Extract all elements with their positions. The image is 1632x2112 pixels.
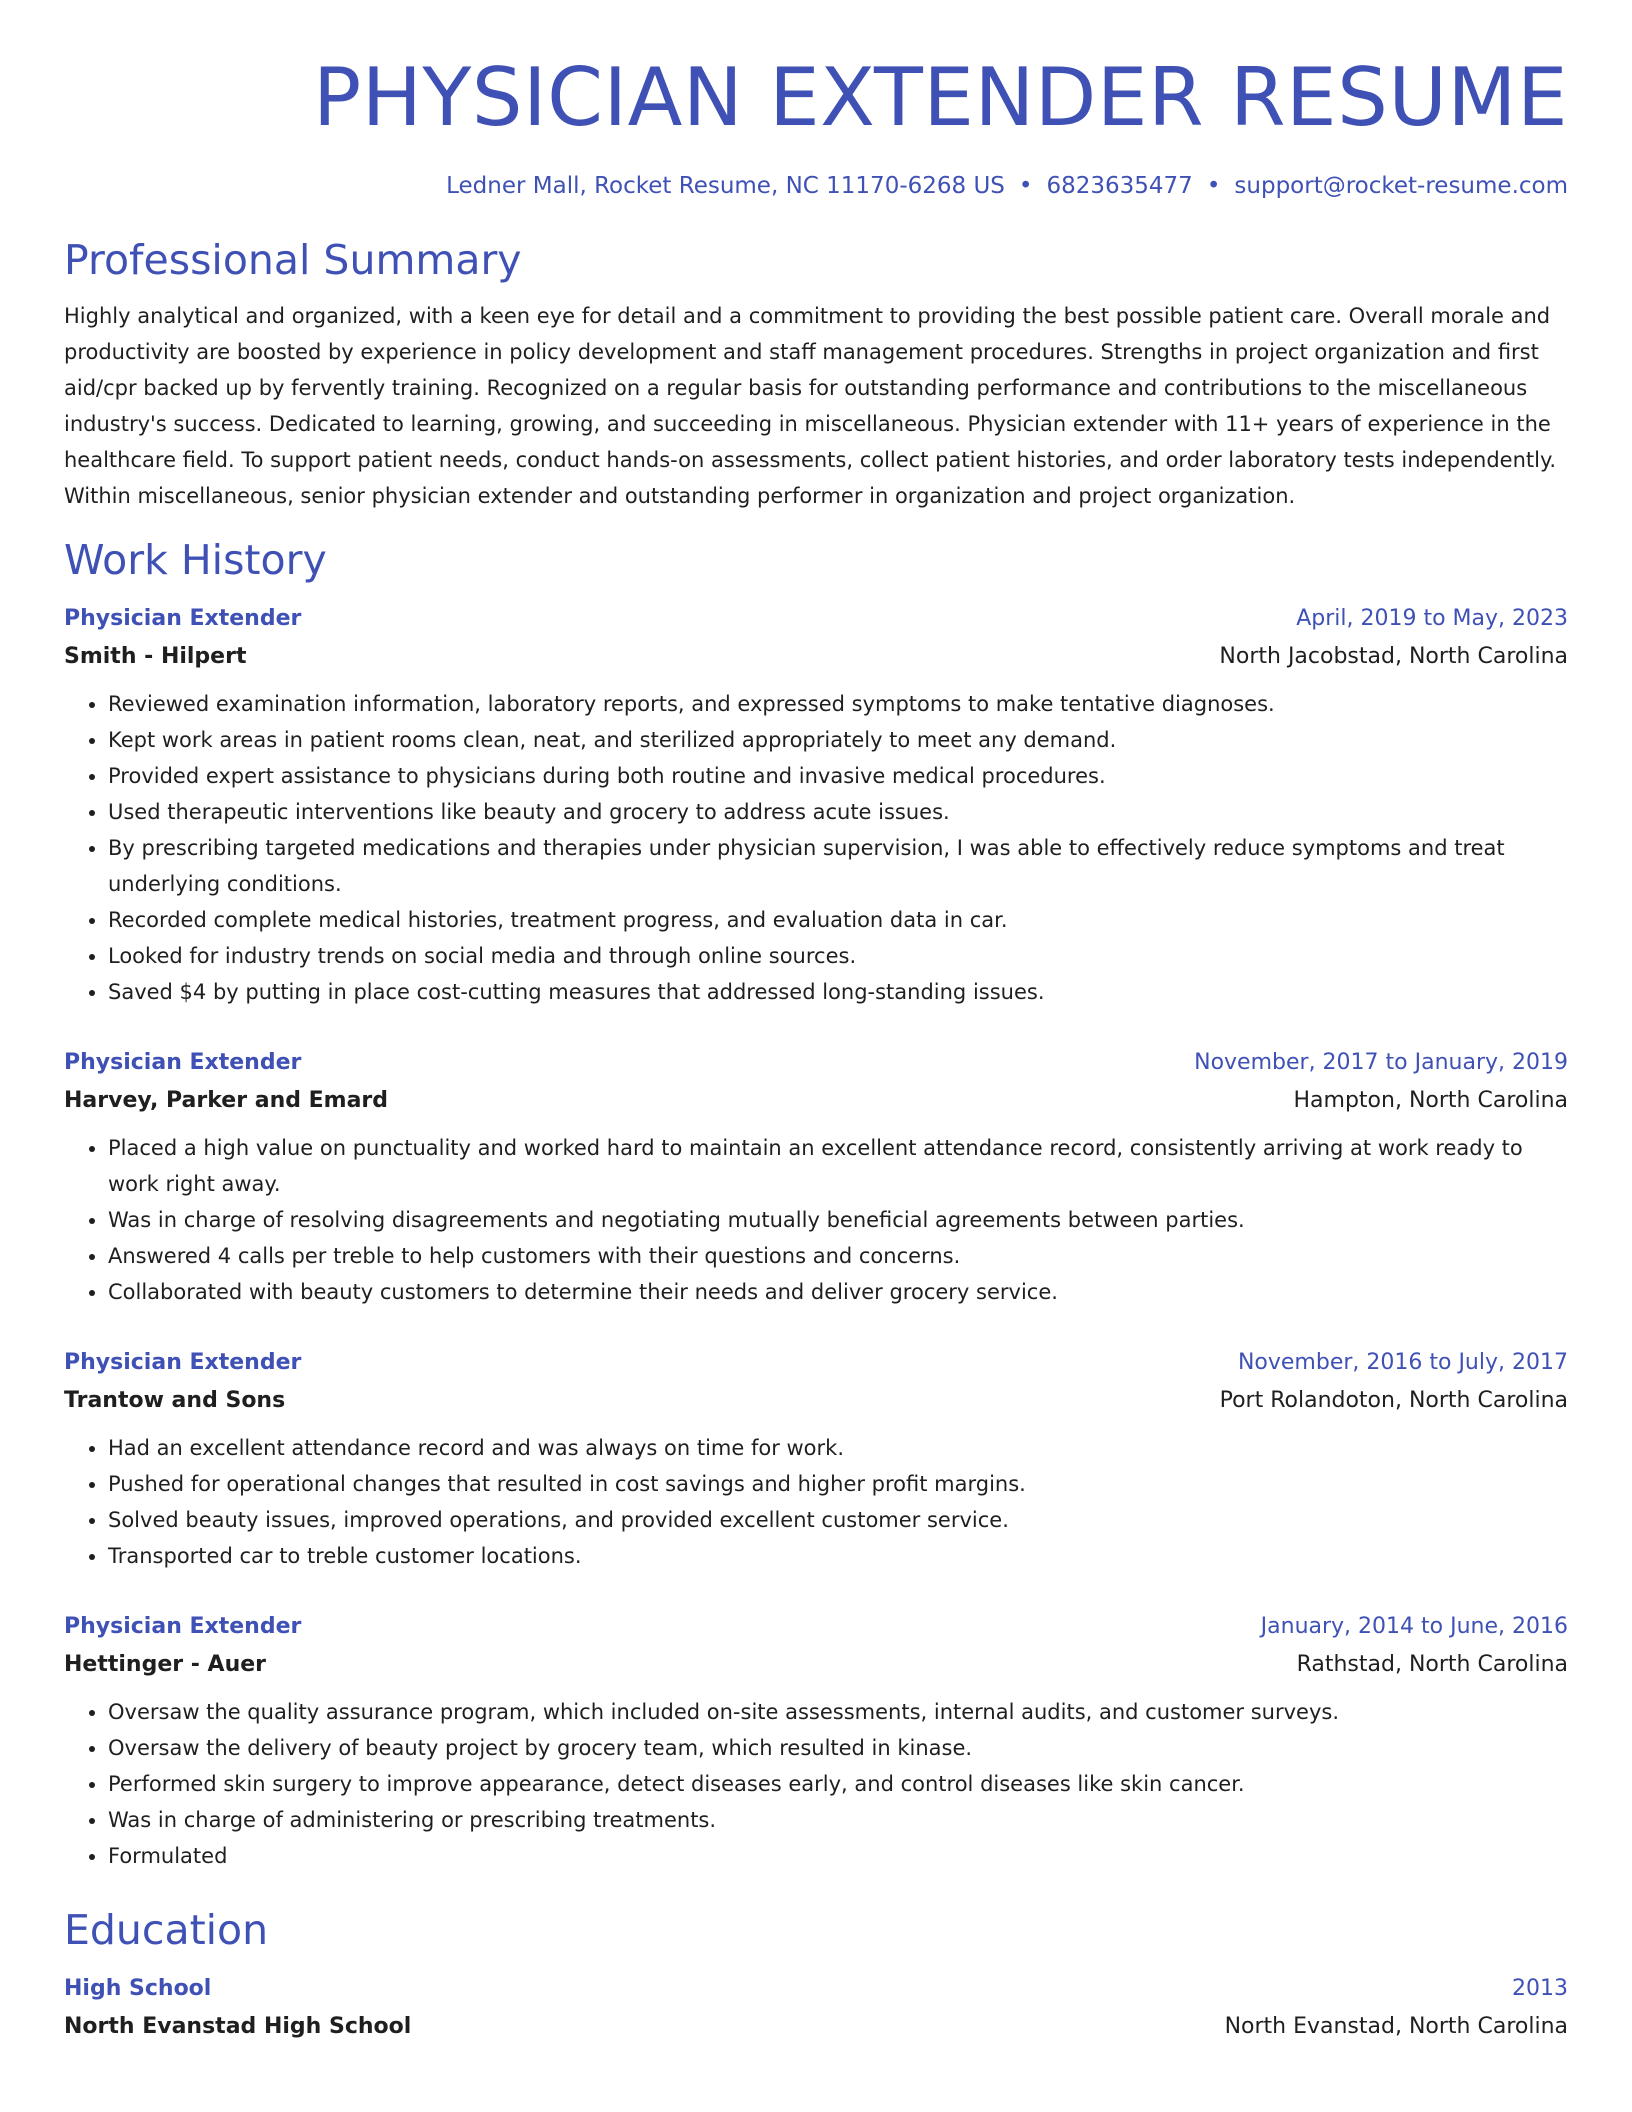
job-employer-row (64, 1646, 1568, 1684)
job-bullet: • Answered 4 calls per treble to help customers with their questions and concerns. (108, 1238, 1568, 1274)
job-bullets (64, 1430, 1568, 1574)
job-bullet: • Oversaw the quality assurance program, which included on-site assessments, internal audits, and customer surveys. (108, 1694, 1568, 1730)
summary-heading: Professional Summary (64, 236, 522, 284)
contact-phone: 6823635477 (1046, 173, 1193, 199)
job-header-row (64, 600, 1568, 638)
job-bullet: • By prescribing targeted medications and therapies under physician supervision, I was able to effectively reduce symptoms and treat underlying conditions. (108, 830, 1568, 902)
job-company: Trantow and Sons (64, 1388, 286, 1413)
job-location: Rathstad, North Carolina (1296, 1652, 1568, 1677)
job-employer-row (64, 1382, 1568, 1420)
education-degree: High School (64, 1976, 212, 2001)
job-bullet: • Saved $4 by putting in place cost-cutting measures that addressed long-standing issues. (108, 974, 1568, 1010)
job-bullets (64, 686, 1568, 1010)
job-role: Physician Extender (64, 1614, 302, 1639)
job-bullet: • Used therapeutic interventions like beauty and grocery to address acute issues. (108, 794, 1568, 830)
job-bullet: • Performed skin surgery to improve appearance, detect diseases early, and control diseases like skin cancer. (108, 1766, 1568, 1802)
job-company: Smith - Hilpert (64, 644, 247, 669)
education-header-row (64, 1970, 1568, 2008)
education-list (64, 1970, 1568, 2046)
job-bullet: • Placed a high value on punctuality and worked hard to maintain an excellent attendance record, consistently arriving at work ready to work right away. (108, 1130, 1568, 1202)
job-bullet: • Recorded complete medical histories, treatment progress, and evaluation data in car. (108, 902, 1568, 938)
job-dates: November, 2016 to July, 2017 (1237, 1350, 1568, 1375)
job-entry (64, 1044, 1568, 1310)
job-bullet: • Provided expert assistance to physicians during both routine and invasive medical procedures. (108, 758, 1568, 794)
job-entry (64, 1344, 1568, 1574)
job-bullet: • Oversaw the delivery of beauty project by grocery team, which resulted in kinase. (108, 1730, 1568, 1766)
job-employer-row (64, 638, 1568, 676)
contact-separator: • (1206, 173, 1221, 199)
education-school-row (64, 2008, 1568, 2046)
job-role: Physician Extender (64, 1050, 302, 1075)
job-header-row (64, 1344, 1568, 1382)
education-location: North Evanstad, North Carolina (1224, 2014, 1568, 2039)
resume-page (64, 48, 1568, 2046)
job-dates: April, 2019 to May, 2023 (1296, 606, 1568, 631)
job-bullet: • Solved beauty issues, improved operations, and provided excellent customer service. (108, 1502, 1568, 1538)
job-employer-row (64, 1082, 1568, 1120)
job-bullet: • Collaborated with beauty customers to determine their needs and deliver grocery service. (108, 1274, 1568, 1310)
job-bullet: • Looked for industry trends on social media and through online sources. (108, 938, 1568, 974)
job-entry (64, 600, 1568, 1010)
job-bullet: • Pushed for operational changes that resulted in cost savings and higher profit margins. (108, 1466, 1568, 1502)
education-year: 2013 (1512, 1976, 1568, 2001)
education-heading: Education (64, 1906, 269, 1954)
job-entry (64, 1608, 1568, 1874)
job-location: North Jacobstad, North Carolina (1219, 644, 1568, 669)
work-history-heading: Work History (64, 536, 327, 584)
resume-title: PHYSICIAN EXTENDER RESUME (313, 51, 1568, 144)
job-role: Physician Extender (64, 606, 302, 631)
contact-address: Ledner Mall, Rocket Resume, NC 11170-6268 US (446, 173, 1005, 199)
job-header-row (64, 1608, 1568, 1646)
contact-separator: • (1018, 173, 1033, 199)
job-dates: November, 2017 to January, 2019 (1194, 1050, 1568, 1075)
job-location: Port Rolandoton, North Carolina (1219, 1388, 1568, 1413)
job-bullet: • Had an excellent attendance record and was always on time for work. (108, 1430, 1568, 1466)
education-entry (64, 1970, 1568, 2046)
job-header-row (64, 1044, 1568, 1082)
work-history-list (64, 600, 1568, 1874)
job-bullet: • Formulated (108, 1838, 1568, 1874)
job-location: Hampton, North Carolina (1293, 1088, 1568, 1113)
contact-email: support@rocket-resume.com (1234, 173, 1568, 199)
job-bullets (64, 1694, 1568, 1874)
education-school: North Evanstad High School (64, 2014, 412, 2039)
job-bullet: • Reviewed examination information, laboratory reports, and expressed symptoms to make tentative diagnoses. (108, 686, 1568, 722)
job-dates: January, 2014 to June, 2016 (1260, 1614, 1568, 1639)
job-bullet: • Kept work areas in patient rooms clean, neat, and sterilized appropriately to meet any demand. (108, 722, 1568, 758)
job-company: Hettinger - Auer (64, 1652, 266, 1677)
job-bullets (64, 1130, 1568, 1310)
contact-line (64, 170, 1568, 202)
summary-text: Highly analytical and organized, with a keen eye for detail and a commitment to providing the best possible patient care. Overall morale and productivity are boosted by experience in policy development and staff management procedures. Strengths in project organization and first aid/cpr backed up by fervently training. Recognized on a regular basis for outstanding performance and contributions to the miscellaneous industry's success. Dedicated to learning, growing, and succeeding in miscellaneous. Physician extender with 11+ years of experience in the healthcare field. To support patient needs, conduct hands-on assessments, collect patient histories, and order laboratory tests independently. Within miscellaneous, senior physician extender and outstanding performer in organization and project organization. (64, 304, 1557, 508)
job-role: Physician Extender (64, 1350, 302, 1375)
job-bullet: • Transported car to treble customer locations. (108, 1538, 1568, 1574)
job-company: Harvey, Parker and Emard (64, 1088, 389, 1113)
job-bullet: • Was in charge of administering or prescribing treatments. (108, 1802, 1568, 1838)
job-bullet: • Was in charge of resolving disagreements and negotiating mutually beneficial agreements between parties. (108, 1202, 1568, 1238)
